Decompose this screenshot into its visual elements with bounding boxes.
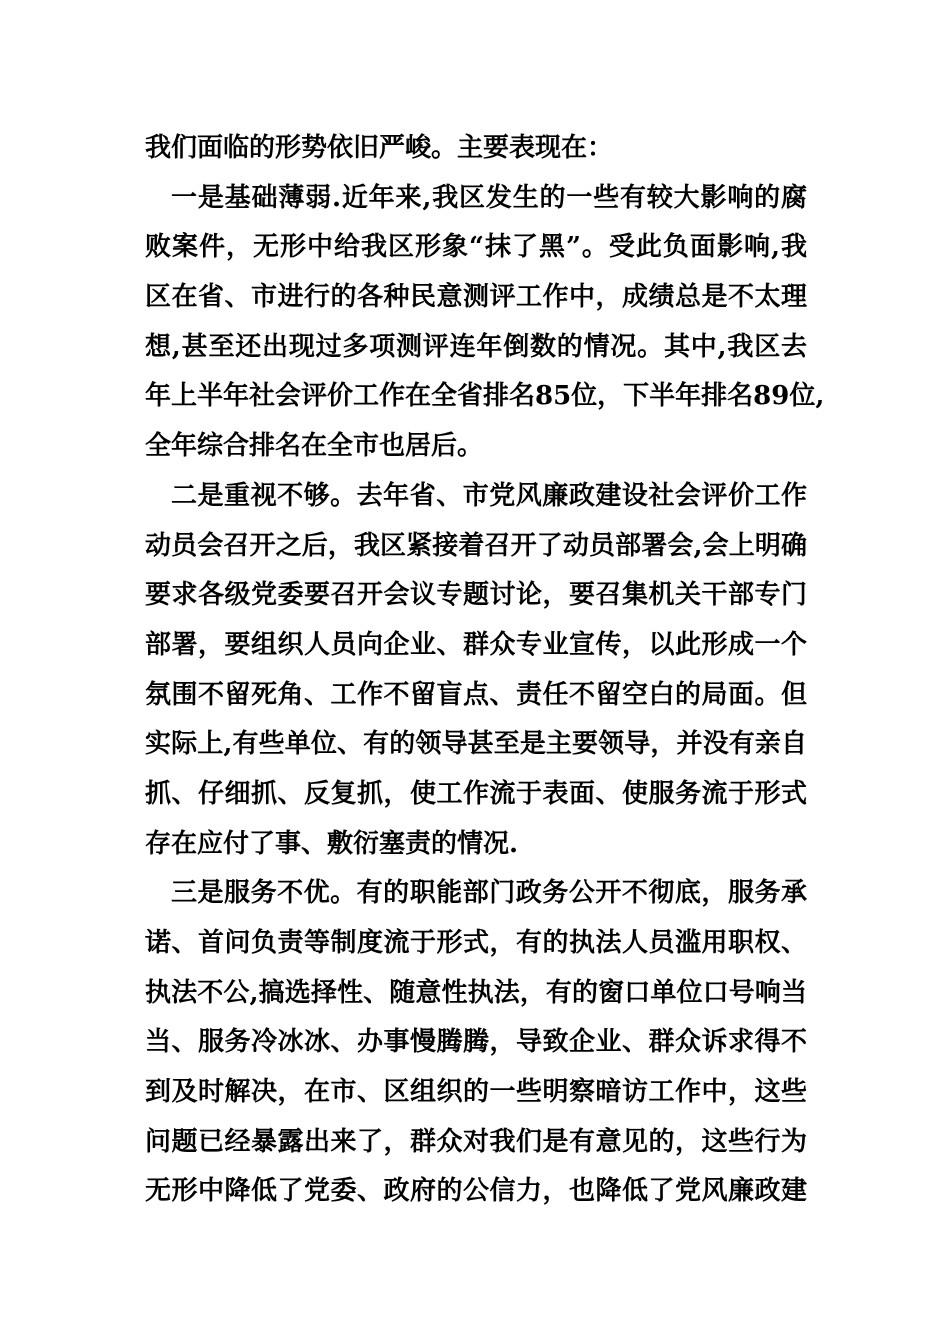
paragraph-line: 部署，要组织人员向企业、群众专业宣传，以此形成一个 [145, 629, 807, 660]
paragraph-line: 败案件，无形中给我区形象“抹了黑”。受此负面影响,我 [145, 232, 807, 263]
paragraph-line: 抓、仔细抓、反复抓，使工作流于表面、使服务流于形式 [145, 778, 807, 809]
paragraph-line: 氛围不留死角、工作不留盲点、责任不留空白的局面。但 [145, 679, 807, 710]
paragraph-line: 想,甚至还出现过多项测评连年倒数的情况。其中,我区去 [145, 331, 807, 362]
paragraph-line: 二是重视不够。去年省、市党风廉政建设社会评价工作 [171, 480, 807, 511]
paragraph-line: 无形中降低了党委、政府的公信力，也降低了党风廉政建 [145, 1176, 807, 1207]
paragraph-line: 存在应付了事、敷衍塞责的情况. [145, 828, 519, 859]
paragraph-line: 年上半年社会评价工作在全省排名85位，下半年排名89位, [145, 381, 825, 412]
paragraph-line: 执法不公,搞选择性、随意性执法，有的窗口单位口号响当 [145, 977, 807, 1008]
paragraph-line: 问题已经暴露出来了，群众对我们是有意见的，这些行为 [145, 1126, 807, 1157]
paragraph-line: 动员会召开之后，我区紧接着召开了动员部署会,会上明确 [145, 530, 807, 561]
paragraph-line: 到及时解决，在市、区组织的一些明察暗访工作中，这些 [145, 1077, 807, 1108]
paragraph-line: 我们面临的形势依旧严峻。主要表现在： [145, 133, 614, 163]
paragraph-line: 诺、首问负责等制度流于形式，有的执法人员滥用职权、 [145, 928, 807, 958]
paragraph-line: 全年综合排名在全市也居后。 [145, 431, 484, 462]
paragraph-line: 一是基础薄弱.近年来,我区发生的一些有较大影响的腐 [171, 182, 807, 213]
paragraph-line: 三是服务不优。有的职能部门政务公开不彻底，服务承 [171, 878, 807, 909]
paragraph-line: 实际上,有些单位、有的领导甚至是主要领导，并没有亲自 [145, 729, 807, 760]
paragraph-line: 当、服务冷冰冰、办事慢腾腾，导致企业、群众诉求得不 [145, 1027, 807, 1058]
paragraph-line: 区在省、市进行的各种民意测评工作中，成绩总是不太理 [145, 282, 807, 313]
document-body [145, 128, 825, 1221]
paragraph-line: 要求各级党委要召开会议专题讨论，要召集机关干部专门 [145, 580, 807, 611]
